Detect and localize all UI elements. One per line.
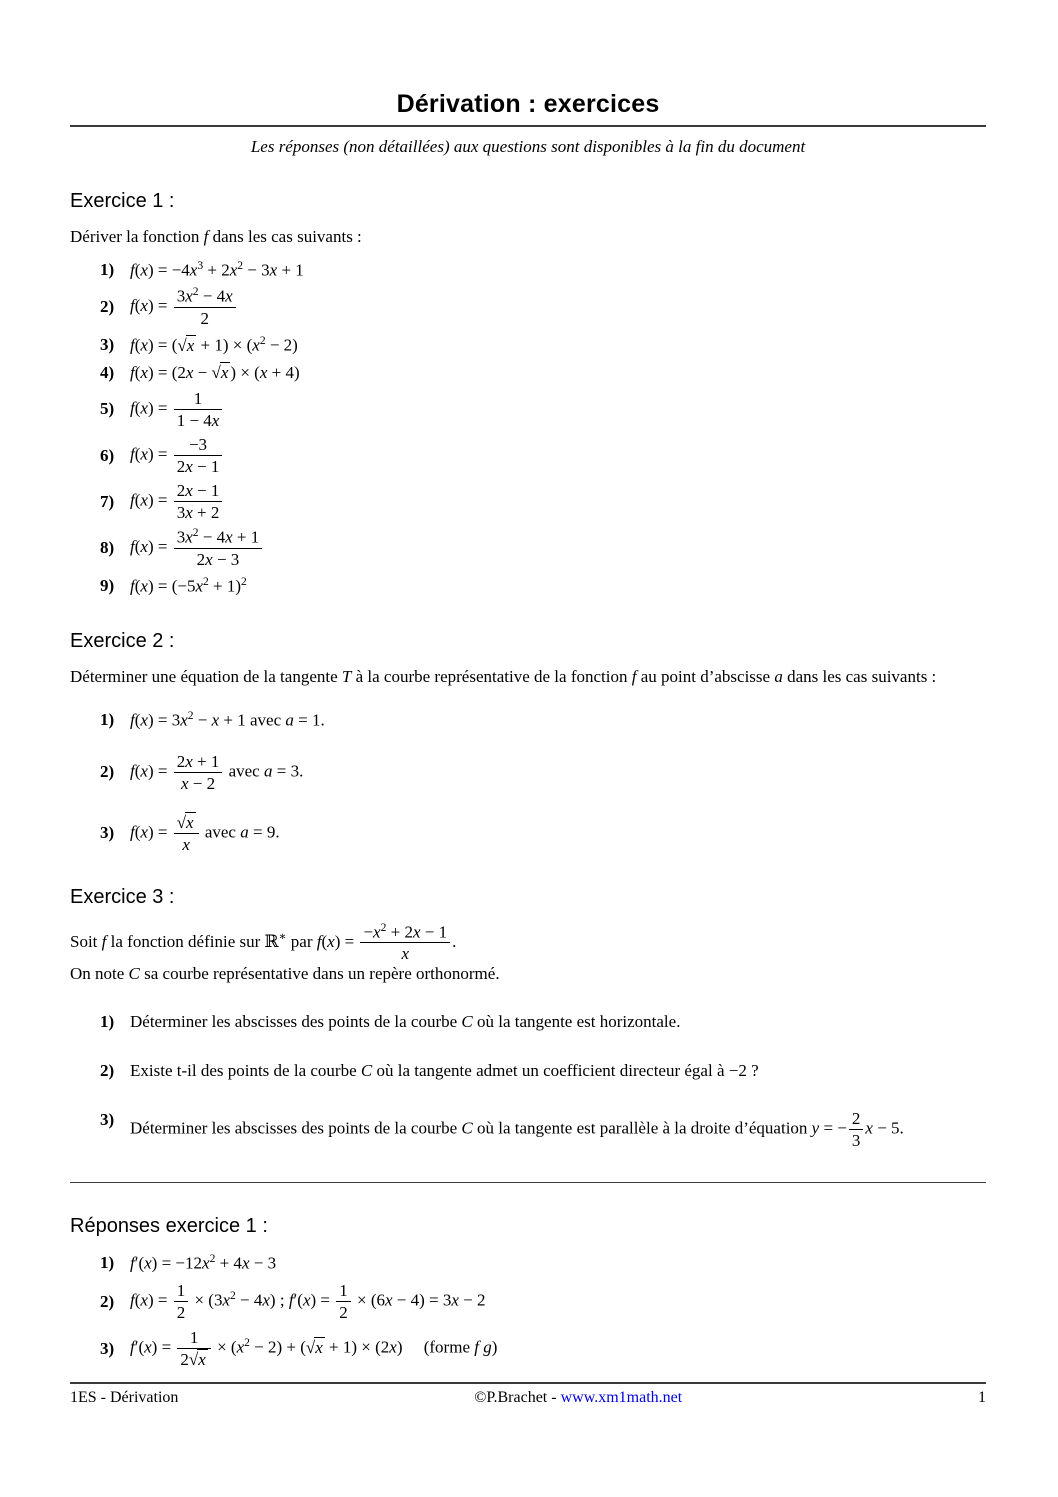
answers1-heading: Réponses exercice 1 :: [70, 1215, 268, 1238]
answers1-items: [70, 1251, 986, 1369]
item-number: 5): [100, 399, 115, 419]
answers1-item-1: [70, 1251, 986, 1275]
item-text: Déterminer les abscisses des points de la courbe C où la tangente est parallèle à la droite d’équation y = − $\frac{2}{3}$ x − 5.: [130, 1109, 904, 1151]
item-number: 3): [100, 1338, 115, 1358]
item-number: 6): [100, 445, 115, 465]
exercise2-intro: Déterminer une équation de la tangente T à la courbe représentative de la fonction f au point d’abscisse a dans les cas suivants :: [70, 666, 937, 686]
exercise3-items: [70, 1011, 986, 1150]
exercise1-items: [70, 258, 986, 598]
exercise1-intro: Dériver la fonction f dans les cas suivants :: [70, 226, 362, 246]
item-number: 2): [100, 297, 115, 317]
exercise1-heading: Exercice 1 :: [70, 189, 175, 212]
item-math: $f(x) = -4x^3 + 2x^2 - 3x + 1$: [130, 258, 304, 280]
answers1-item-2: [70, 1281, 986, 1322]
item-math: f(x) = (2x − √x ) × (x + 4): [130, 362, 300, 382]
exercise2-item-1: [70, 708, 986, 732]
page-footer: [70, 1382, 986, 1409]
exercise1-item-5: [70, 389, 986, 430]
exercise3-item-1: [70, 1011, 986, 1034]
item-number: 2): [100, 1291, 115, 1311]
item-text: Existe t-il des points de la courbe C où la tangente admet un coefficient directeur égal à −2 ?: [130, 1061, 759, 1081]
item-math: $f(x) = (-5x^2 + 1)^2$: [130, 574, 247, 596]
exercise1-item-3: [70, 333, 986, 357]
footer-left: 1ES - Dérivation: [70, 1389, 179, 1406]
footer-center: [474, 1388, 682, 1409]
exercise3-intro-line1: Soit f la fonction définie sur ℝ∗ par f(x) = $\frac{-x^2 + 2x - 1}{x}$ .: [70, 920, 457, 964]
exercise2-item-3: [70, 813, 986, 854]
exercise3-item-2: [70, 1060, 986, 1083]
exercise1-item-6: [70, 435, 986, 476]
item-math: f(x) = $\frac{3x^2 - 4x + 1}{2x - 3}$: [130, 527, 264, 569]
exercise1-item-4: [70, 362, 986, 384]
item-number: 1): [100, 709, 115, 729]
exercise2-items: [70, 708, 986, 854]
item-math: f′(x) = $\frac{1}{2√x}$ × $(x^2 - 2) + (√x + 1) \times (2x)$ (forme f g): [130, 1328, 498, 1370]
item-number: 4): [100, 362, 115, 382]
item-number: 3): [100, 334, 115, 354]
item-number: 3): [100, 1110, 115, 1130]
item-math: f(x) = $\frac{3x^2 - 4x}{2}$: [130, 286, 238, 328]
footer-link[interactable]: www.xm1math.net: [560, 1389, 683, 1406]
exercise2-item-2: [70, 752, 986, 793]
exercise3-heading: Exercice 3 :: [70, 885, 175, 908]
footer-page-number: 1: [977, 1389, 986, 1406]
item-math: $f(x) = (√x + 1) \times (x^2 - 2)$: [130, 334, 298, 355]
exercise1-item-1: [70, 258, 986, 282]
item-number: 7): [100, 491, 115, 511]
exercise1-item-8: [70, 527, 986, 569]
item-math: $f(x) = 3x^2 - x + 1$ avec a = 1.: [130, 708, 325, 730]
answers1-item-3: [70, 1328, 986, 1369]
item-number: 1): [100, 259, 115, 279]
item-number: 9): [100, 575, 115, 595]
section-divider: [70, 1182, 986, 1183]
item-math: f(x) = $\frac{-3}{2x - 1}$: [130, 435, 224, 476]
item-number: 2): [100, 761, 115, 781]
footer-rule: [70, 1382, 986, 1384]
item-math: f(x) = $\frac{2x - 1}{3x + 2}$: [130, 481, 224, 522]
subtitle: Les réponses (non détaillées) aux questions sont disponibles à la fin du document: [250, 136, 806, 156]
exercise1-item-9: [70, 574, 986, 598]
exercise1-item-7: [70, 481, 986, 522]
item-math: f(x) = $\frac{1}{1 - 4x}$: [130, 389, 224, 430]
exercise3-item-3: [70, 1109, 986, 1150]
item-number: 8): [100, 538, 115, 557]
item-number: 3): [100, 823, 115, 843]
item-text: Déterminer les abscisses des points de la courbe C où la tangente est horizontale.: [130, 1012, 681, 1032]
footer-copyright: ©P.Brachet -: [474, 1389, 561, 1406]
title-rule: [70, 125, 986, 127]
exercise3-intro-line2: On note C sa courbe représentative dans un repère orthonormé.: [70, 964, 500, 984]
item-math: $f'(x) = -12x^2 + 4x - 3$: [130, 1252, 277, 1274]
exercise2-heading: Exercice 2 :: [70, 629, 175, 652]
item-math: f(x) = $\frac{1}{2}$ × $(3x^2 - 4x)$ ; f′(x) = $\frac{1}{2}$ × (6x − 4) = 3x − 2: [130, 1281, 486, 1323]
item-number: 1): [100, 1253, 115, 1273]
item-math: f(x) = $\frac{2x + 1}{x - 2}$ avec a = 3.: [130, 751, 304, 793]
exercise1-item-2: [70, 286, 986, 328]
item-number: 1): [100, 1012, 115, 1032]
page-title: Dérivation : exercices: [396, 90, 660, 118]
item-math: f(x) = $\frac{√x}{x}$ avec a = 9.: [130, 812, 280, 854]
item-number: 2): [100, 1061, 115, 1081]
